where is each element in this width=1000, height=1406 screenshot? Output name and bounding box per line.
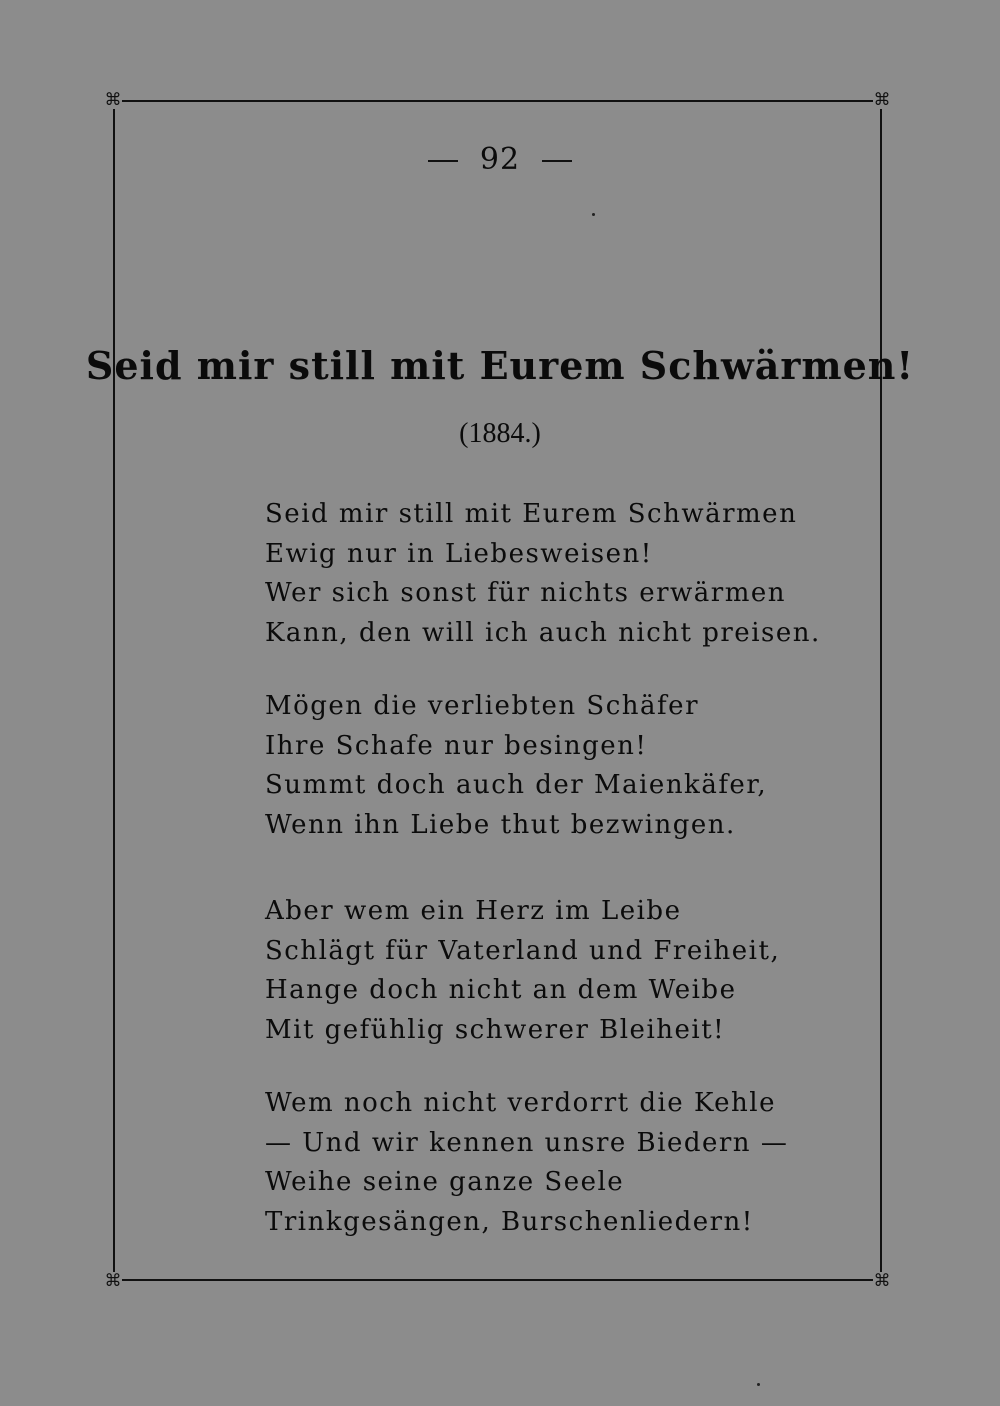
corner-ornament-icon: ⌘	[873, 1271, 891, 1291]
dash-left	[428, 160, 458, 162]
verse-line: Ihre Schafe nur besingen!	[265, 730, 648, 761]
corner-ornament-icon: ⌘	[104, 1271, 122, 1291]
verse-line: Ewig nur in Liebesweisen!	[265, 538, 653, 569]
verse-line: Wer sich sonst für nichts erwärmen	[265, 578, 786, 609]
verse-line: — Und wir kennen unsre Biedern —	[265, 1127, 789, 1158]
verse-line: Wem noch nicht verdorrt die Kehle	[265, 1088, 776, 1118]
verse-line: Summt doch auch der Maienkäfer,	[265, 770, 768, 801]
poem-year: (1884.)	[459, 418, 541, 449]
stanza	[265, 1084, 825, 1242]
verse-line: Seid mir still mit Eurem Schwärmen	[265, 499, 798, 529]
scan-speck	[757, 1383, 760, 1386]
verse-line: Mit gefühlig schwerer Bleiheit!	[265, 1014, 726, 1045]
corner-ornament-icon: ⌘	[873, 90, 891, 110]
verse-line: Kann, den will ich auch nicht preisen.	[265, 617, 821, 648]
page-number	[0, 142, 1000, 177]
scan-speck	[592, 213, 595, 216]
verse-line: Weihe seine ganze Seele	[265, 1167, 625, 1198]
dash-right	[542, 160, 572, 162]
verse-line: Aber wem ein Herz im Leibe	[265, 896, 682, 926]
verse-line: Wenn ihn Liebe thut bezwingen.	[265, 809, 736, 840]
verse-line: Mögen die verliebten Schäfer	[265, 691, 699, 721]
verse-line: Schlägt für Vaterland und Freiheit,	[265, 935, 781, 966]
verse-line: Trinkgesängen, Burschenliedern!	[265, 1206, 754, 1237]
poem-title: Seid mir still mit Eurem Schwärmen!	[85, 343, 915, 388]
page-number-value: 92	[479, 142, 521, 177]
corner-ornament-icon: ⌘	[104, 90, 122, 110]
verse-line: Hange doch nicht an dem Weibe	[265, 975, 737, 1006]
stanza	[265, 687, 825, 845]
stanza	[265, 495, 825, 653]
stanza	[265, 892, 825, 1050]
